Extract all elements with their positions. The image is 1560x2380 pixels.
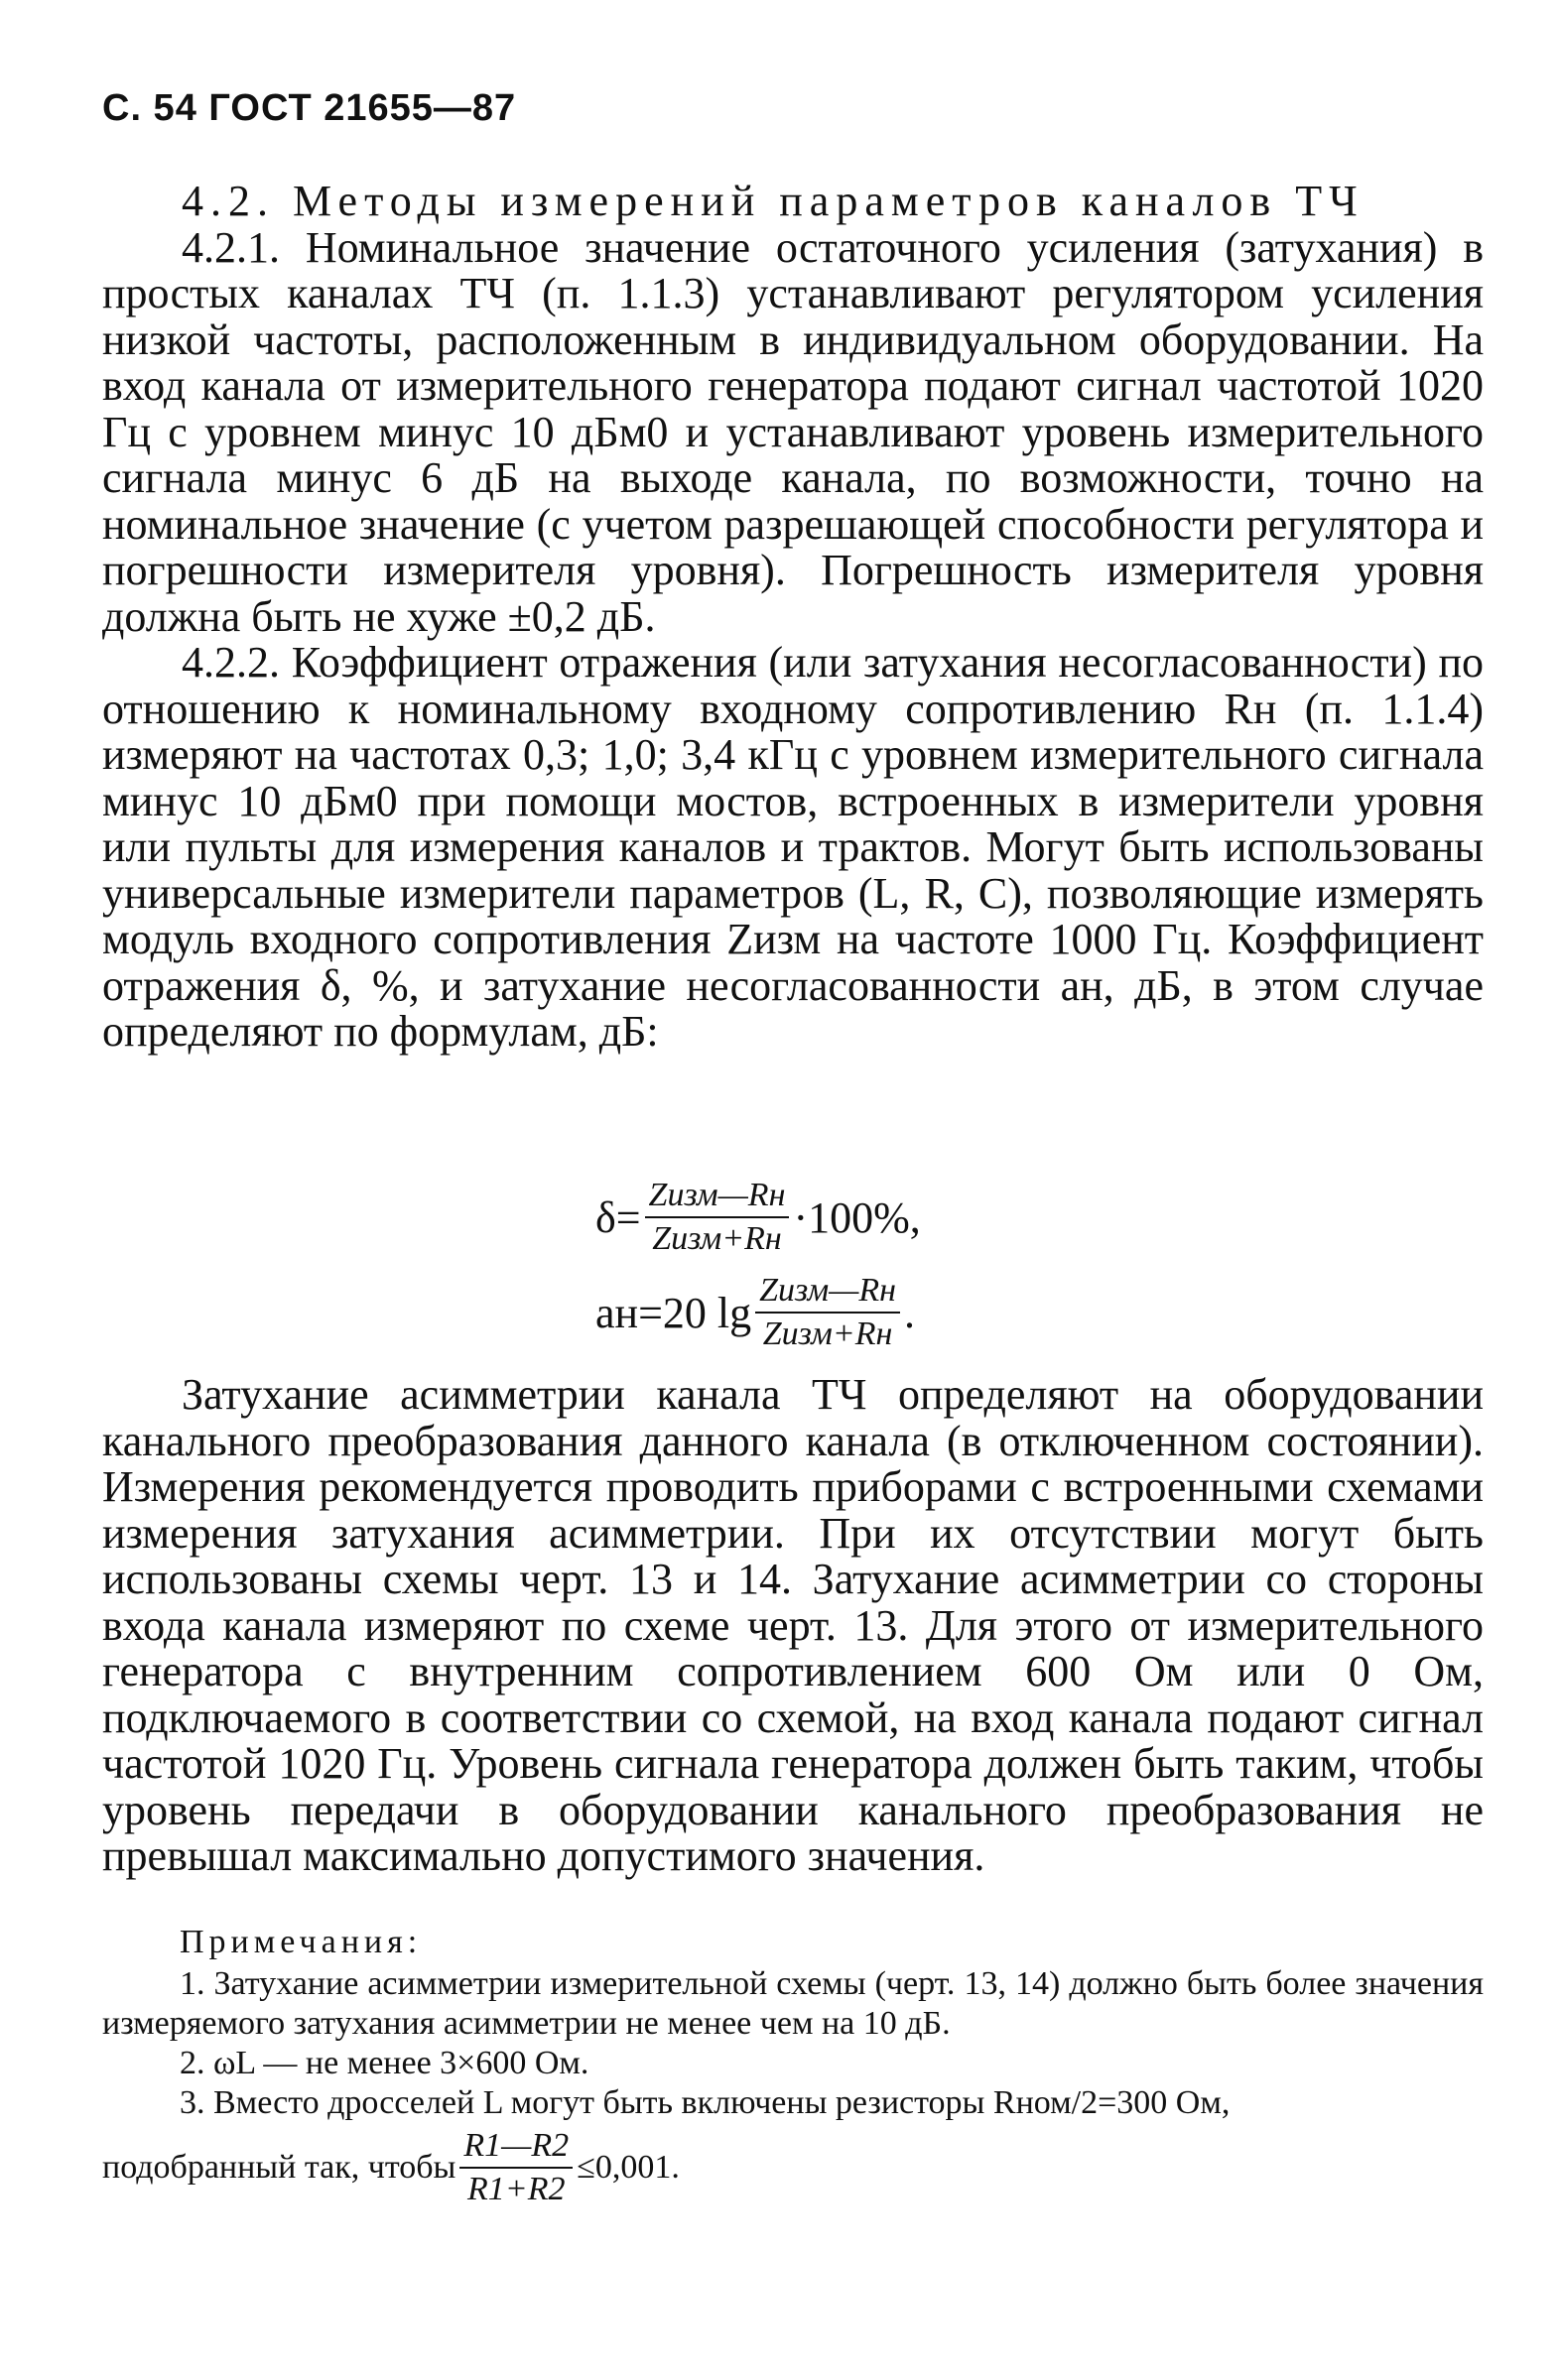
paragraph-4-2-2: 4.2.2. Коэффициент отражения (или затухания несогласованности) по отношению к номинальному входному сопротивлению Rн (п. 1.1.4) измеряют на частотах 0,3; 1,0; 3,4 кГц с уровнем измерительного сигнала минус 10 дБм0 при помощи мостов, встроенных в измерители уровня или пульты для измерения каналов и трактов. Могут быть использованы универсальные измерители параметров (L, R, C), позволяющие измерять модуль входного сопротивления Zизм на частоте 1000 Гц. Коэффициент отражения δ, %, и затухание несогласованности aн, дБ, в этом случае определяют по формулам, дБ:: [102, 638, 1484, 1056]
note-3-lead: подобранный так, чтобы: [102, 2149, 456, 2186]
note-3-numerator: R1—R2: [459, 2127, 573, 2169]
formula-mismatch-denominator: Zизм+Rн: [762, 1315, 893, 1352]
formula-reflection-numerator: Zизм—Rн: [645, 1177, 790, 1218]
note-1: 1. Затухание асимметрии измерительной схемы (черт. 13, 14) должно быть более значения измеряемого затухания асимметрии не менее чем на 10 дБ.: [102, 1965, 1484, 2042]
formula-mismatch-fraction: [755, 1272, 900, 1353]
paragraph-4-2-1: 4.2.1. Номинальное значение остаточного усиления (затухания) в простых каналах ТЧ (п. 1.1.3) устанавливают регулятором усиления низкой частоты, расположенным в индивидуальном оборудовании. На вход канала от измерительного генератора подают сигнал частотой 1020 Гц с уровнем минус 10 дБм0 и устанавливают уровень измерительного сигнала минус 6 дБ на выходе канала, по возможности, точно на номинальное значение (с учетом разрешающей способности регулятора и погрешности измерителя уровня). Погрешность измерителя уровня должна быть не хуже ±0,2 дБ.: [102, 222, 1484, 641]
formula-reflection-denominator: Zизм+Rн: [652, 1220, 782, 1257]
paragraph-asymmetry: Затухание асимметрии канала ТЧ определяют на оборудовании канального преобразования данного канала (в отключенном состоянии). Измерения рекомендуется проводить приборами с встроенными схемами измерения затухания асимметрии. При их отсутствии могут быть использованы схемы черт. 13 и 14. Затухание асимметрии со стороны входа канала измеряют по схеме черт. 13. Для этого от измерительного генератора с внутренним сопротивлением 600 Ом или 0 Ом, подключаемого в соответствии со схемой, на вход канала подают сигнал частотой 1020 Гц. Уровень сигнала генератора должен быть таким, чтобы уровень передачи в оборудовании канального преобразования не превышал максимально допустимого значения.: [102, 1370, 1484, 1880]
notes-block: [102, 1923, 1484, 2208]
note-3-denominator: R1+R2: [467, 2171, 566, 2207]
note-2: 2. ωL — не менее 3×600 Ом.: [180, 2045, 589, 2081]
notes-title: Примечания:: [180, 1924, 423, 1960]
formula-mismatch-lhs: aн=20 lg: [595, 1288, 752, 1337]
formula-reflection-lhs: δ=: [595, 1192, 641, 1242]
formula-block: [0, 1177, 1560, 1355]
formula-reflection-fraction: [645, 1177, 790, 1258]
formula-reflection-rhs: ·100%,: [793, 1192, 921, 1242]
formula-mismatch: [595, 1272, 915, 1353]
note-3-continuation: [102, 2127, 1484, 2208]
asymmetry-section: [102, 1372, 1484, 1880]
note-3-rhs: ≤0,001.: [577, 2149, 680, 2186]
formula-mismatch-numerator: Zизм—Rн: [755, 1272, 900, 1314]
formula-mismatch-rhs: .: [904, 1288, 916, 1337]
page-header: С. 54 ГОСТ 21655—87: [102, 87, 517, 129]
note-3-fraction: [459, 2127, 573, 2208]
section-title: 4.2. Методы измерений параметров каналов ТЧ: [182, 177, 1365, 225]
note-3: 3. Вместо дросселей L могут быть включены резисторы Rном/2=300 Ом,: [180, 2084, 1231, 2121]
section-body: [102, 179, 1484, 1056]
formula-reflection: [595, 1177, 921, 1258]
